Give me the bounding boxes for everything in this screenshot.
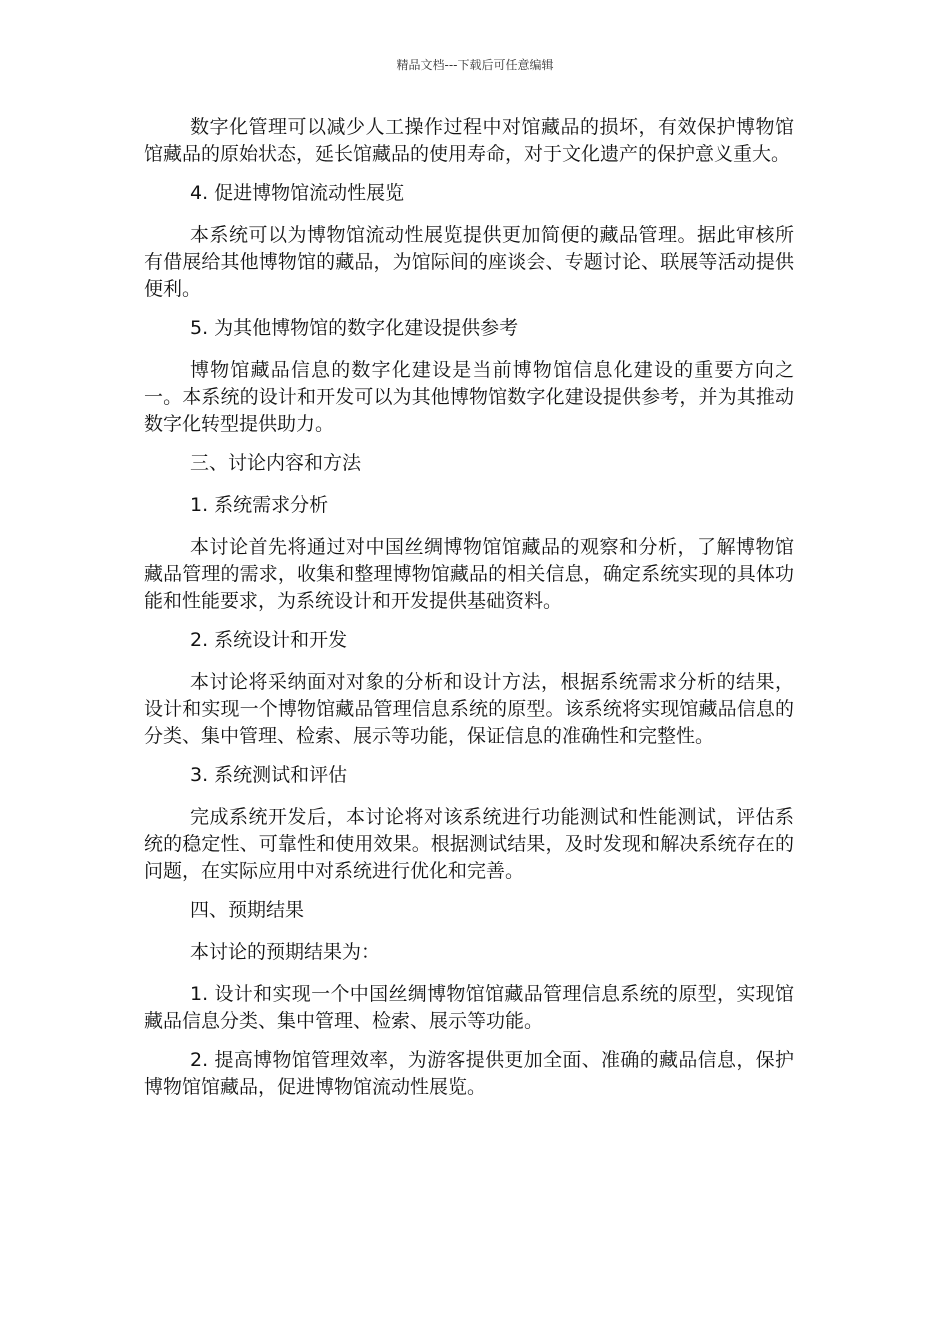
section-heading: 3. 系统测试和评估 xyxy=(190,764,348,786)
section-heading: 1. 系统需求分析 xyxy=(190,494,329,516)
chapter-heading: 四、预期结果 xyxy=(190,899,305,921)
body-paragraph: 本讨论将采纳面对对象的分析和设计方法，根据系统需求分析的结果，设计和实现一个博物馆藏品管理信息系统的原型。该系统将实现馆藏品信息的分类、集中管理、检索、展示等功能，保证信息的准确性和完整性。 xyxy=(144,671,794,747)
body-paragraph: 数字化管理可以减少人工操作过程中对馆藏品的损坏，有效保护博物馆馆藏品的原始状态，延长馆藏品的使用寿命，对于文化遗产的保护意义重大。 xyxy=(144,116,794,165)
body-paragraph: 本系统可以为博物馆流动性展览提供更加简便的藏品管理。据此审核所有借展给其他博物馆的藏品，为馆际间的座谈会、专题讨论、联展等活动提供便利。 xyxy=(144,224,794,300)
document-body xyxy=(144,114,794,1113)
body-paragraph: 博物馆藏品信息的数字化建设是当前博物馆信息化建设的重要方向之一。本系统的设计和开发可以为其他博物馆数字化建设提供参考，并为其推动数字化转型提供助力。 xyxy=(144,359,794,435)
page-header: 精品文档---下载后可任意编辑 xyxy=(396,58,554,72)
chapter-heading: 三、讨论内容和方法 xyxy=(190,452,362,474)
body-paragraph: 完成系统开发后，本讨论将对该系统进行功能测试和性能测试，评估系统的稳定性、可靠性和使用效果。根据测试结果，及时发现和解决系统存在的问题，在实际应用中对系统进行优化和完善。 xyxy=(144,806,794,882)
section-heading: 2. 系统设计和开发 xyxy=(190,629,348,651)
body-paragraph: 本讨论首先将通过对中国丝绸博物馆馆藏品的观察和分析，了解博物馆藏品管理的需求，收集和整理博物馆藏品的相关信息，确定系统实现的具体功能和性能要求，为系统设计和开发提供基础资料。 xyxy=(144,536,794,612)
body-paragraph: 本讨论的预期结果为： xyxy=(190,941,381,963)
list-item: 2. 提高博物馆管理效率，为游客提供更加全面、准确的藏品信息，保护博物馆馆藏品，促进博物馆流动性展览。 xyxy=(144,1049,794,1098)
section-heading: 4. 促进博物馆流动性展览 xyxy=(190,182,405,204)
section-heading: 5. 为其他博物馆的数字化建设提供参考 xyxy=(190,317,519,339)
list-item: 1. 设计和实现一个中国丝绸博物馆馆藏品管理信息系统的原型，实现馆藏品信息分类、集中管理、检索、展示等功能。 xyxy=(144,983,794,1032)
